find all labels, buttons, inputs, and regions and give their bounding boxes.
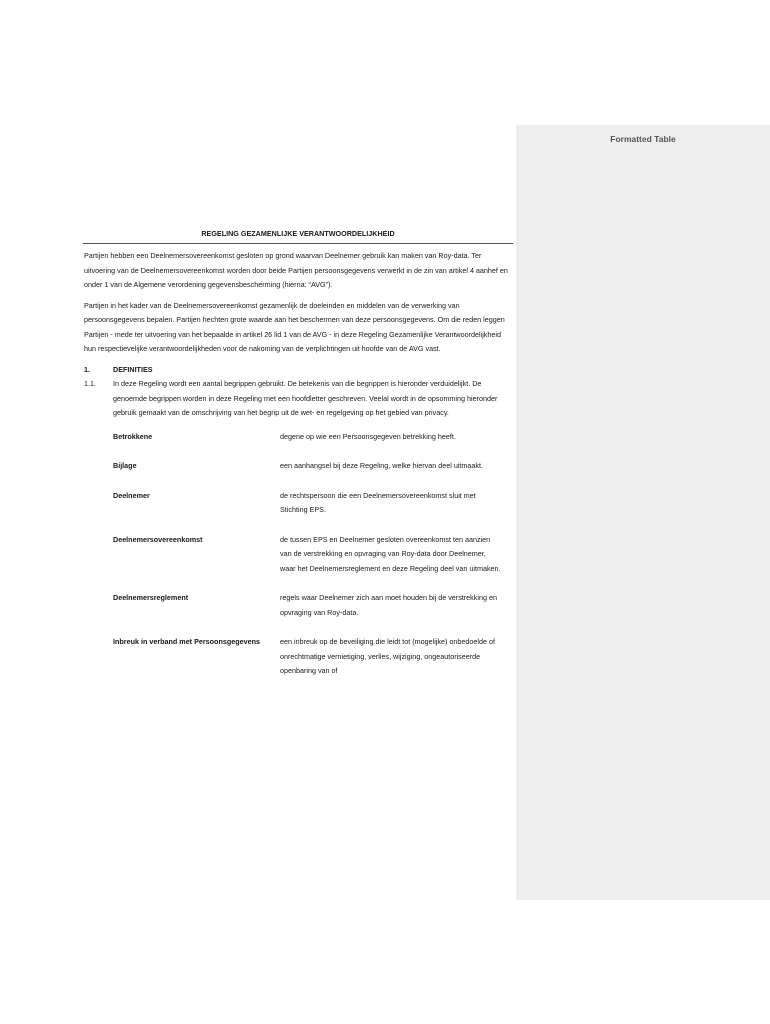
definition-row <box>84 430 512 445</box>
subsection-text: In deze Regeling wordt een aantal begrippen gebruikt. De betekenis van die begrippen is hieronder verduidelijkt. De genoemde begrippen worden in deze Regeling met een hoofdletter geschreven. Veelal wordt in de opsomming hieronder gebruik gemaakt van de omschrijving van het begrip uit de wet- en regelgeving op het gebied van privacy. <box>113 379 498 417</box>
document-page <box>84 228 512 679</box>
paragraph: Partijen in het kader van de Deelnemersovereenkomst gezamenlijk de doeleinden en middelen van de verwerking van persoonsgegevens bepalen. Partijen hechten grote waarde aan het beschermen van deze persoonsgegevens. Om die reden leggen Partijen - mede ter uitvoering van het bepaalde in artikel 26 lid 1 van de AVG - in deze Regeling Gezamenlijke Verantwoordelijkheid hun respectievelijke verantwoordelijkheden voor de nakoming van de verplichtingen uit hoofde van de AVG vast. <box>84 300 505 353</box>
document-title: REGELING GEZAMENLIJKE VERANTWOORDELIJKHEID <box>201 229 395 238</box>
definition-row <box>84 533 512 577</box>
comment-pane-label: Formatted Table <box>610 134 676 144</box>
definition-term: Inbreuk in verband met Persoonsgegevens <box>113 637 260 646</box>
definition-description: een aanhangsel bij deze Regeling, welke hiervan deel uitmaakt. <box>280 461 483 470</box>
definition-term: Bijlage <box>113 461 137 470</box>
paragraph: Partijen hebben een Deelnemersovereenkomst gesloten op grond waarvan Deelnemer gebruik kan maken van Roy-data. Ter uitvoering van de Deelnemersovereenkomst worden door beide Partijen persoonsgegevens verwerkt in de zin van artikel 4 aanhef en onder 1 van de Algemene verordening gegevensbescherming (hierna: “AVG”). <box>84 251 508 289</box>
title-divider <box>83 243 513 244</box>
definition-description: regels waar Deelnemer zich aan moet houden bij de verstrekking en opvraging van Roy-data. <box>280 593 497 617</box>
definition-description: degene op wie een Persoonsgegeven betrekking heeft. <box>280 431 456 441</box>
definition-term: Deelnemersreglement <box>113 593 189 602</box>
section-heading <box>84 363 512 378</box>
definition-row <box>84 591 512 620</box>
definition-term: Betrokkene <box>113 431 153 441</box>
definitions-table <box>84 430 512 679</box>
definition-row <box>84 459 512 474</box>
definition-description: de tussen EPS en Deelnemer gesloten overeenkomst ten aanzien van de verstrekking en opvraging van Roy-data door Deelnemer, waar het Deelnemersreglement en deze Regeling deel van uitmaken. <box>280 534 501 573</box>
subsection-number: 1.1. <box>84 379 96 388</box>
definition-description: een inbreuk op de beveiliging die leidt tot (mogelijke) onbedoelde of onrechtmatige vernietiging, verlies, wijziging, ongeautoriseerde openbaring van of <box>280 637 495 675</box>
subsection <box>84 377 512 421</box>
comment-pane <box>516 125 770 900</box>
definition-row <box>84 635 512 679</box>
section-title: DEFINITIES <box>113 364 153 374</box>
definition-description: de rechtspersoon die een Deelnemersovereenkomst sluit met Stichting EPS. <box>280 490 476 514</box>
definition-term: Deelnemersovereenkomst <box>113 534 203 544</box>
section-number: 1. <box>84 364 90 374</box>
definition-term: Deelnemer <box>113 490 150 500</box>
definition-row <box>84 489 512 518</box>
